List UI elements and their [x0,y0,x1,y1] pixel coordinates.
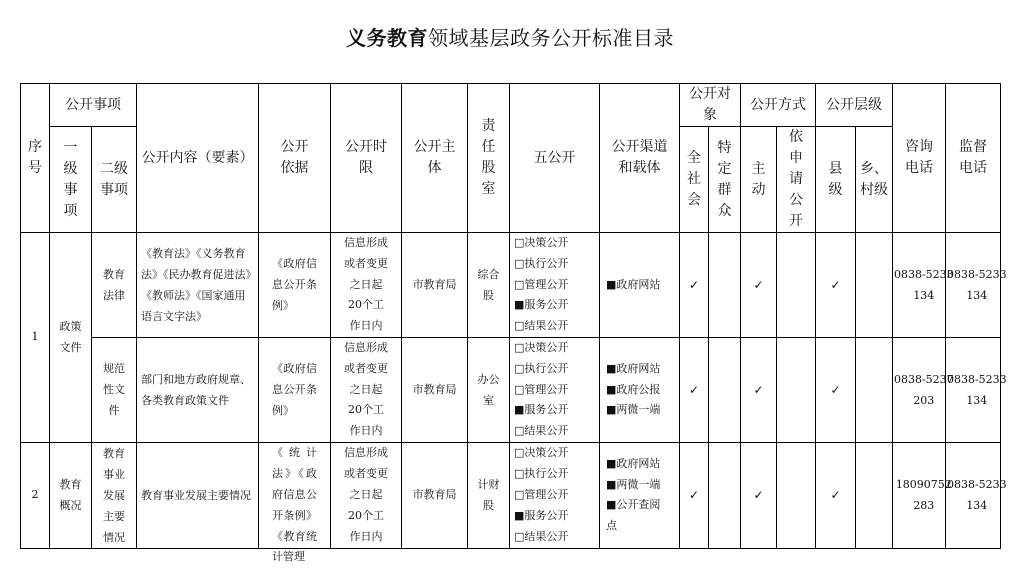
row-five-options [510,337,600,442]
check-specific [709,337,741,442]
check-active: ✓ [741,233,777,338]
disclosure-table [20,83,1007,564]
five-option: □结果公开 [514,424,569,438]
channel-item: ■政府网站 [606,361,661,375]
row-subject: 市教育局 [402,337,468,442]
row-dept: 办公室 [468,337,510,442]
row-basis: 《政府信息公开条例》 [259,233,331,338]
row-subject: 市教育局 [402,442,468,548]
header-basis: 公开依据 [259,84,331,233]
header-specific: 特定群众 [709,127,741,233]
five-option: ■服务公开 [514,298,569,312]
row-basis: 《统计法》《政府信息公开条例》《教育统计管理 [259,442,331,548]
check-active: ✓ [741,337,777,442]
header-all-society: 全社会 [680,127,709,233]
check-active: ✓ [741,442,777,548]
check-township [856,337,893,442]
row-content: 部门和地方政府规章、各类教育政策文件 [137,337,259,442]
row-five-options [510,442,600,548]
row-seq: 2 [21,442,50,548]
header-seq: 序号 [21,84,50,233]
channel-item: ■公开查阅点 [606,498,661,533]
row-content: 教育事业发展主要情况 [137,442,259,548]
five-option: □执行公开 [514,361,569,375]
check-on-request [777,337,816,442]
document-title [0,22,1020,51]
row-channels [600,233,680,338]
row-consult: 0838-5233134 [893,233,946,338]
row-channels [600,337,680,442]
channel-item: ■政府公报 [606,382,661,396]
row-time-limit: 信息形成或者变更之日起20个工作日内 [331,442,402,548]
row-level2: 规范性文件 [92,337,137,442]
row-time-limit: 信息形成或者变更之日起20个工作日内 [331,233,402,338]
check-on-request [777,233,816,338]
row-basis: 《政府信息公开条例》 [259,337,331,442]
header-supervise: 监督电话 [946,84,1001,233]
check-all-society: ✓ [680,442,709,548]
check-township [856,233,893,338]
title-bold: 义务教育 [346,26,428,50]
header-level-group: 公开层级 [816,84,893,127]
row-consult: 0838-5237203 [893,337,946,442]
five-option: □执行公开 [514,256,569,270]
five-option: □管理公开 [514,382,569,396]
table-row [21,442,1001,548]
check-specific [709,233,741,338]
row-level2: 教育法律 [92,233,137,338]
header-county: 县级 [816,127,856,233]
five-option: □决策公开 [514,446,569,460]
header-active: 主动 [741,127,777,233]
channel-item: ■两微一端 [606,477,661,491]
five-option: □管理公开 [514,488,569,502]
row-supervise: 0838-5233134 [946,337,1001,442]
row-consult: 18090752283 [893,442,946,548]
header-items-group: 公开事项 [50,84,137,127]
row-level1: 教育概况 [50,442,92,548]
check-county: ✓ [816,442,856,548]
channel-item: ■政府网站 [606,456,661,470]
header-content: 公开内容（要素） [137,84,259,233]
five-option: □决策公开 [514,236,569,249]
check-township [856,442,893,548]
row-level2: 教育事业发展主要情况 [92,442,137,548]
row-content: 《教育法》《义务教育法》《民办教育促进法》《教师法》《国家通用语言文字法》 [137,233,259,338]
check-all-society: ✓ [680,337,709,442]
title-rest: 领域基层政务公开标准目录 [428,26,674,50]
header-channel: 公开渠道和载体 [600,84,680,233]
row-supervise: 0838-5233134 [946,233,1001,338]
table-row [21,233,1001,338]
five-option: □结果公开 [514,319,569,333]
five-option: ■服务公开 [514,508,569,522]
table-row [21,337,1001,442]
channel-item: ■两微一端 [606,403,661,417]
row-level1: 政策文件 [50,233,92,443]
header-consult: 咨询电话 [893,84,946,233]
check-county: ✓ [816,233,856,338]
five-option: □执行公开 [514,467,569,481]
five-option: □决策公开 [514,340,569,354]
row-dept: 综合股 [468,233,510,338]
header-time-limit: 公开时限 [331,84,402,233]
header-level2: 二级事项 [92,127,137,233]
row-supervise: 0838-5233134 [946,442,1001,548]
header-method-group: 公开方式 [741,84,816,127]
row-channels [600,442,680,548]
check-county: ✓ [816,337,856,442]
five-option: ■服务公开 [514,403,569,417]
check-all-society: ✓ [680,233,709,338]
header-dept: 责任股室 [468,84,510,233]
check-on-request [777,442,816,548]
header-subject: 公开主体 [402,84,468,233]
five-option: □管理公开 [514,277,569,291]
row-subject: 市教育局 [402,233,468,338]
five-option: □结果公开 [514,529,569,543]
header-on-request: 依申请公开 [777,127,816,233]
row-seq: 1 [21,233,50,443]
row-five-options [510,233,600,338]
channel-item: ■政府网站 [606,277,661,291]
header-township: 乡、村级 [856,127,893,233]
header-level1: 一级事项 [50,127,92,233]
header-target-group: 公开对象 [680,84,741,127]
header-five: 五公开 [510,84,600,233]
row-dept: 计财股 [468,442,510,548]
row-time-limit: 信息形成或者变更之日起20个工作日内 [331,337,402,442]
check-specific [709,442,741,548]
